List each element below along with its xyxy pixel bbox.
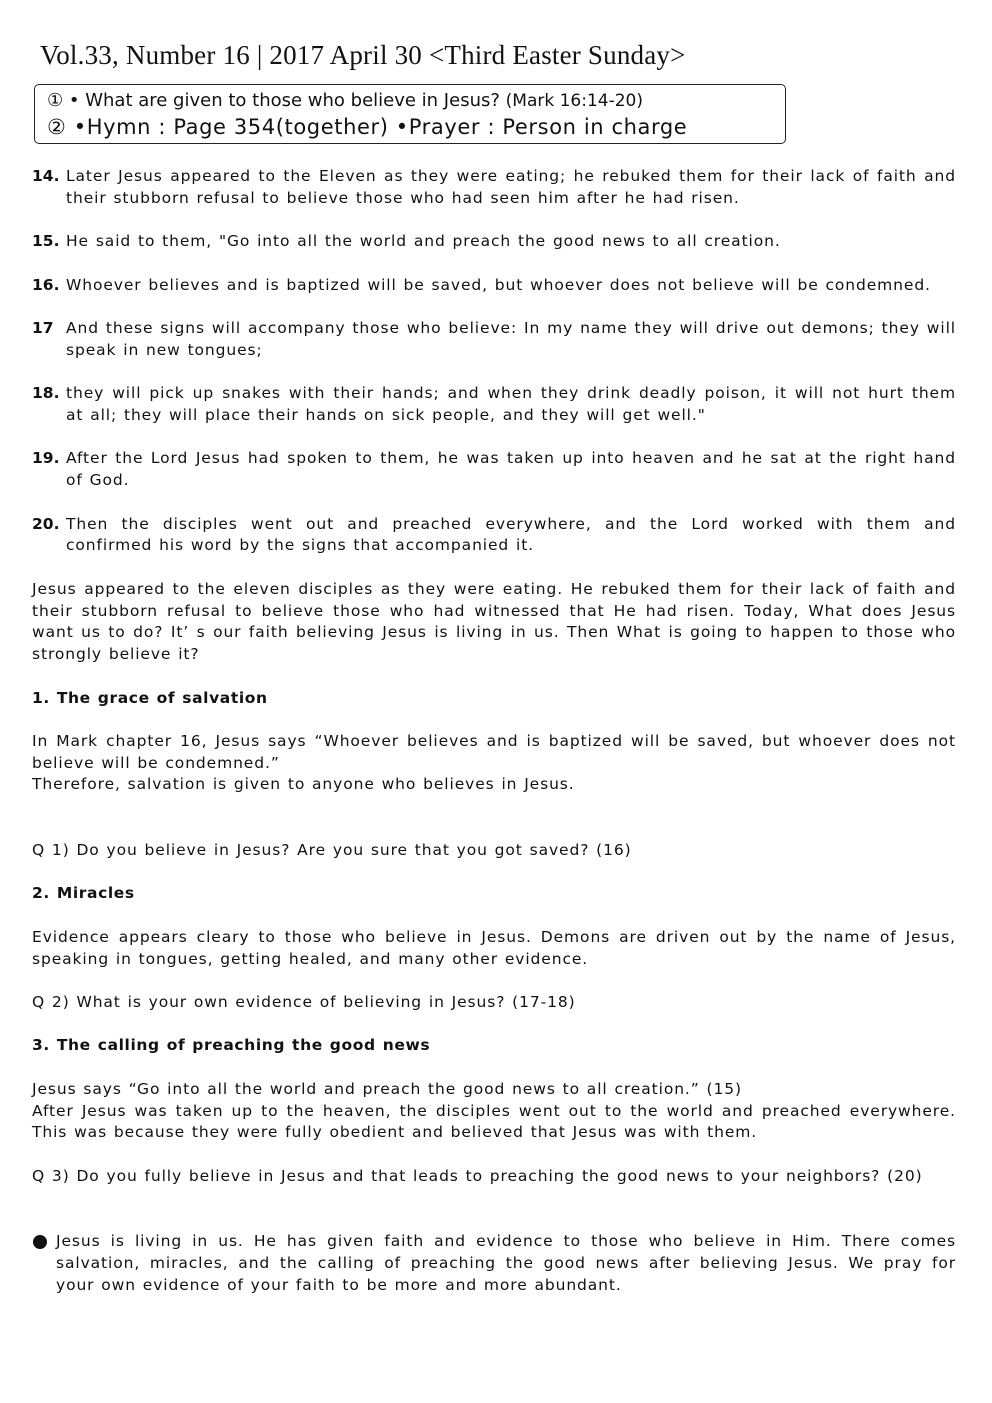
section-text: Jesus says “Go into all the world and preach the good news to all creation.” (15) <box>32 1079 742 1098</box>
verse-text: After the Lord Jesus had spoken to them, he was taken up into heaven and he sat at the right hand of God. <box>66 449 956 490</box>
section-paragraph: Evidence appears cleary to those who believe in Jesus. Demons are driven out by the name of Jesus, speaking in tongues, getting healed, and many other evidence. <box>32 927 956 968</box>
verse-text: Whoever believes and is baptized will be saved, but whoever does not believe will be condemned. <box>66 275 931 294</box>
page-title: Vol.33, Number 16 | 2017 April 30 <Third Easter Sunday> <box>40 40 686 70</box>
verse <box>32 514 956 558</box>
spacer <box>32 1188 956 1210</box>
verse-number: 16. <box>32 275 60 294</box>
bullet-icon <box>33 1235 47 1249</box>
main-content <box>32 166 956 1297</box>
hymn-prayer-text: •Hymn : Page 354(together) •Prayer : Person in charge <box>73 115 688 139</box>
verse-text: He said to them, "Go into all the world and preach the good news to all creation. <box>66 232 781 251</box>
info-line-hymn-prayer <box>47 114 785 140</box>
verse <box>32 448 956 492</box>
section-paragraph <box>32 731 956 796</box>
verse <box>32 231 956 253</box>
section-text: Therefore, salvation is given to anyone who believes in Jesus. <box>32 775 575 794</box>
verse-number: 15. <box>32 232 60 251</box>
verse-number: 20. <box>32 514 60 533</box>
scripture-reference: (Mark 16:14-20) <box>505 91 644 111</box>
verse-number: 17 <box>32 318 54 337</box>
verse-text: they will pick up snakes with their hands; and when they drink deadly poison, it will not hurt them at all; they will place their hands on sick people, and they will get well." <box>66 384 956 424</box>
verse <box>32 318 956 362</box>
verse-text: And these signs will accompany those who believe: In my name they will drive out demons; they will speak in new tongues; <box>66 318 956 359</box>
conclusion-paragraph <box>32 1231 956 1296</box>
circled-two-marker: ② <box>47 115 67 139</box>
section-heading-calling: 3. The calling of preaching the good news <box>32 1036 431 1055</box>
verse-number: 19. <box>32 449 60 468</box>
section-paragraph <box>32 1079 956 1144</box>
verse-number: 18. <box>32 384 60 403</box>
conclusion-text: Jesus is living in us. He has given faith and evidence to those who believe in Him. There comes salvation, miracles, and the calling of preaching the good news after believing Jesus. We pray for your own evidence of your faith to be more and more abundant. <box>56 1232 956 1294</box>
verse-number: 14. <box>32 167 60 185</box>
section-text: In Mark chapter 16, Jesus says “Whoever believes and is baptized will be saved, but whoever does not believe will be condemned.” <box>32 731 956 772</box>
verse <box>32 383 956 427</box>
circled-one-marker: ① <box>47 90 64 111</box>
info-box <box>34 84 786 144</box>
section-text: After Jesus was taken up to the heaven, the disciples went out to the world and preached everywhere. This was because they were fully obedient and believed that Jesus was with them. <box>32 1101 956 1142</box>
question-3: Q 3) Do you fully believe in Jesus and that leads to preaching the good news to your neighbors? (20) <box>32 1166 923 1185</box>
question-1: Q 1) Do you believe in Jesus? Are you sure that you got saved? (16) <box>32 841 632 860</box>
verse <box>32 275 956 297</box>
spacer <box>32 818 956 840</box>
section-heading-salvation: 1. The grace of salvation <box>32 688 268 707</box>
intro-paragraph: Jesus appeared to the eleven disciples as they were eating. He rebuked them for their lack of faith and their stubborn refusal to believe those who had witnessed that He had risen. Today, What does Jesus want us to do? It’ s our faith believing Jesus is living in us. Then What is going to happen to those who strongly believe it? <box>32 579 956 664</box>
spacer <box>32 1209 956 1231</box>
verse <box>32 166 956 210</box>
verse-text: Then the disciples went out and preached everywhere, and the Lord worked with them and confirmed his word by the signs that accompanied it. <box>66 514 956 555</box>
verse-text: Later Jesus appeared to the Eleven as they were eating; he rebuked them for their lack of faith and their stubborn refusal to believe those who had seen him after he had risen. <box>66 167 956 207</box>
info-line-topic <box>47 88 785 114</box>
spacer <box>32 796 956 818</box>
question-2: Q 2) What is your own evidence of believing in Jesus? (17-18) <box>32 993 576 1012</box>
section-heading-miracles: 2. Miracles <box>32 884 135 903</box>
topic-question: • What are given to those who believe in Jesus? <box>68 90 500 111</box>
